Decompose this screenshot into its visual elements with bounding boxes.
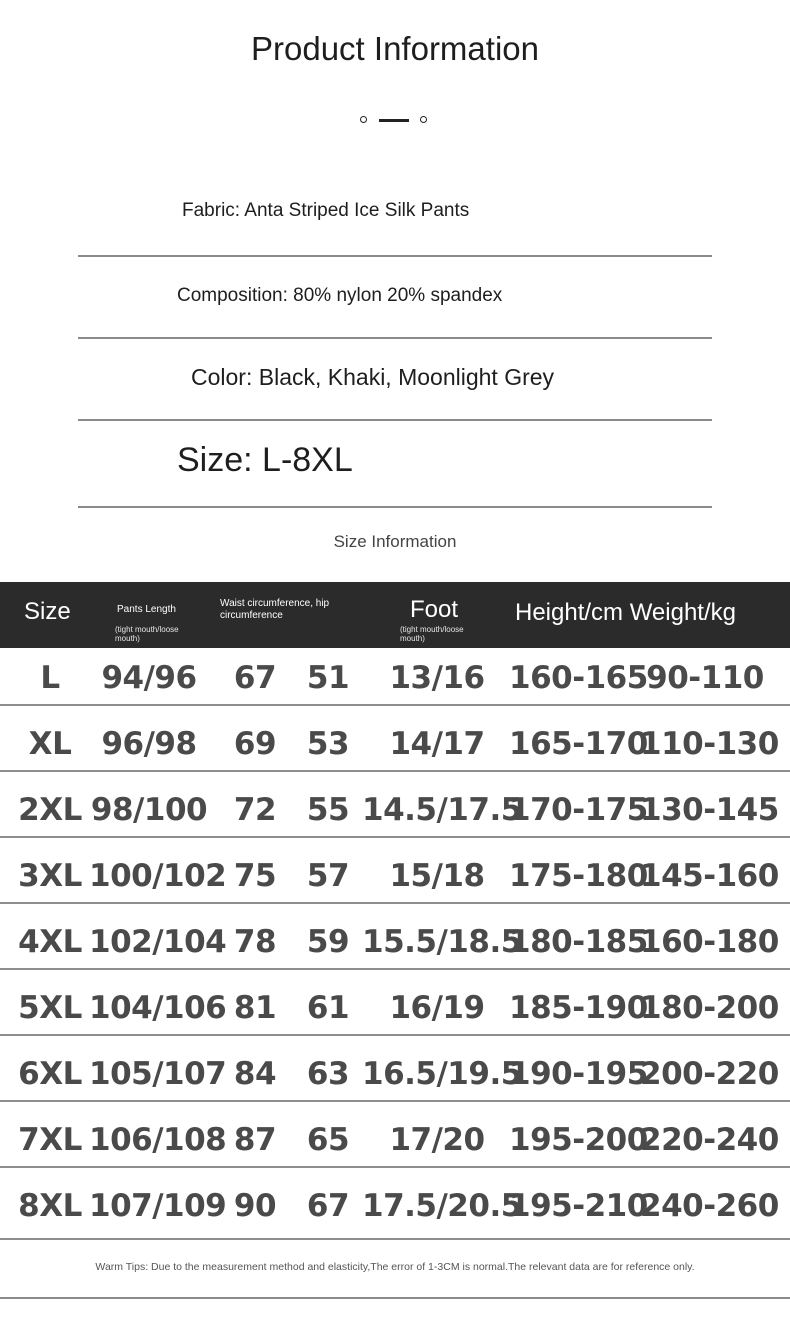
title-ornament [0,112,790,130]
row-divider [0,902,790,904]
cell-size: 8XL [18,1188,82,1224]
cell-waist: 67 [233,660,277,696]
ornament-left-circle [360,116,367,123]
cell-size: 7XL [18,1122,82,1158]
cell-weight: 160-180 [640,924,779,960]
cell-size: 4XL [18,924,82,960]
table-row [0,1044,790,1109]
cell-foot: 16.5/19.5 [362,1056,522,1092]
cell-weight: 240-260 [640,1188,779,1224]
cell-foot: 13/16 [389,660,485,696]
cell-hip: 63 [306,1056,350,1092]
spec-composition: Composition: 80% nylon 20% spandex [177,285,503,306]
page-title: Product Information [251,30,539,67]
divider [78,255,712,257]
spec-size: Size: L-8XL [177,441,353,479]
cell-pants-length: 104/106 [89,990,227,1026]
cell-waist: 81 [233,990,277,1026]
cell-size: 3XL [18,858,82,894]
col-height-weight: Height/cm Weight/kg [515,599,736,626]
row-divider [0,968,790,970]
cell-foot: 16/19 [389,990,485,1026]
cell-height: 190-195 [509,1056,648,1092]
cell-waist: 87 [233,1122,277,1158]
row-divider [0,1034,790,1036]
size-info-title: Size Information [333,532,457,551]
cell-waist: 72 [233,792,277,828]
cell-hip: 55 [306,792,350,828]
cell-height: 170-175 [509,792,648,828]
cell-weight: 130-145 [640,792,779,828]
row-divider [0,1100,790,1102]
ornament-right-circle [420,116,427,123]
cell-pants-length: 102/104 [89,924,227,960]
table-row [0,1110,790,1175]
row-divider [0,770,790,772]
table-row [0,648,790,713]
cell-foot: 14.5/17.5 [362,792,522,828]
cell-waist: 84 [233,1056,277,1092]
divider [78,506,712,508]
col-size: Size [24,598,71,625]
col-waist-hip: Waist circumference, hip circumference [220,598,330,621]
divider [78,337,712,339]
cell-foot: 17/20 [389,1122,485,1158]
cell-hip: 53 [306,726,350,762]
table-row [0,1176,790,1241]
divider [0,1297,790,1299]
table-row [0,780,790,845]
cell-hip: 59 [306,924,350,960]
cell-pants-length: 98/100 [90,792,208,828]
cell-waist: 90 [233,1188,277,1224]
table-row [0,714,790,779]
cell-waist: 78 [233,924,277,960]
table-row [0,978,790,1043]
cell-hip: 61 [306,990,350,1026]
cell-size: 6XL [18,1056,82,1092]
cell-weight: 180-200 [640,990,779,1026]
cell-height: 195-210 [509,1188,648,1224]
cell-size: 5XL [18,990,82,1026]
cell-height: 195-200 [509,1122,648,1158]
cell-pants-length: 106/108 [89,1122,227,1158]
cell-pants-length: 94/96 [101,660,197,696]
cell-height: 180-185 [509,924,648,960]
ornament-dash [379,119,409,122]
cell-weight: 90-110 [646,660,764,696]
cell-height: 185-190 [509,990,648,1026]
col-pants-length: Pants Length [117,604,176,615]
col-foot: Foot [410,596,459,623]
cell-pants-length: 105/107 [89,1056,227,1092]
cell-weight: 220-240 [640,1122,779,1158]
row-divider [0,1166,790,1168]
cell-foot: 14/17 [389,726,485,762]
cell-pants-length: 100/102 [89,858,227,894]
cell-foot: 15/18 [389,858,485,894]
cell-weight: 200-220 [640,1056,779,1092]
cell-size: L [40,660,60,696]
cell-waist: 69 [233,726,277,762]
cell-hip: 57 [306,858,350,894]
size-table-header [0,582,790,648]
cell-height: 165-170 [509,726,648,762]
cell-foot: 15.5/18.5 [362,924,522,960]
divider [78,419,712,421]
table-row [0,846,790,911]
cell-height: 160-165 [509,660,648,696]
cell-size: XL [28,726,72,762]
cell-foot: 17.5/20.5 [362,1188,522,1224]
row-divider [0,836,790,838]
cell-weight: 110-130 [640,726,779,762]
spec-color: Color: Black, Khaki, Moonlight Grey [191,364,555,390]
cell-hip: 51 [306,660,350,696]
row-divider [0,704,790,706]
cell-hip: 65 [306,1122,350,1158]
cell-hip: 67 [306,1188,350,1224]
cell-pants-length: 96/98 [101,726,197,762]
col-pants-length-note: (tight mouth/loose mouth) [115,625,179,643]
spec-fabric: Fabric: Anta Striped Ice Silk Pants [182,200,470,221]
cell-waist: 75 [233,858,277,894]
col-foot-note: (tight mouth/loose mouth) [400,625,464,643]
warm-tip: Warm Tips: Due to the measurement method and elasticity,The error of 1-3CM is normal.The relevant data are for reference only. [95,1261,695,1273]
table-row [0,912,790,977]
cell-size: 2XL [18,792,82,828]
cell-pants-length: 107/109 [89,1188,227,1224]
cell-height: 175-180 [509,858,648,894]
cell-weight: 145-160 [640,858,779,894]
row-divider [0,1238,790,1240]
